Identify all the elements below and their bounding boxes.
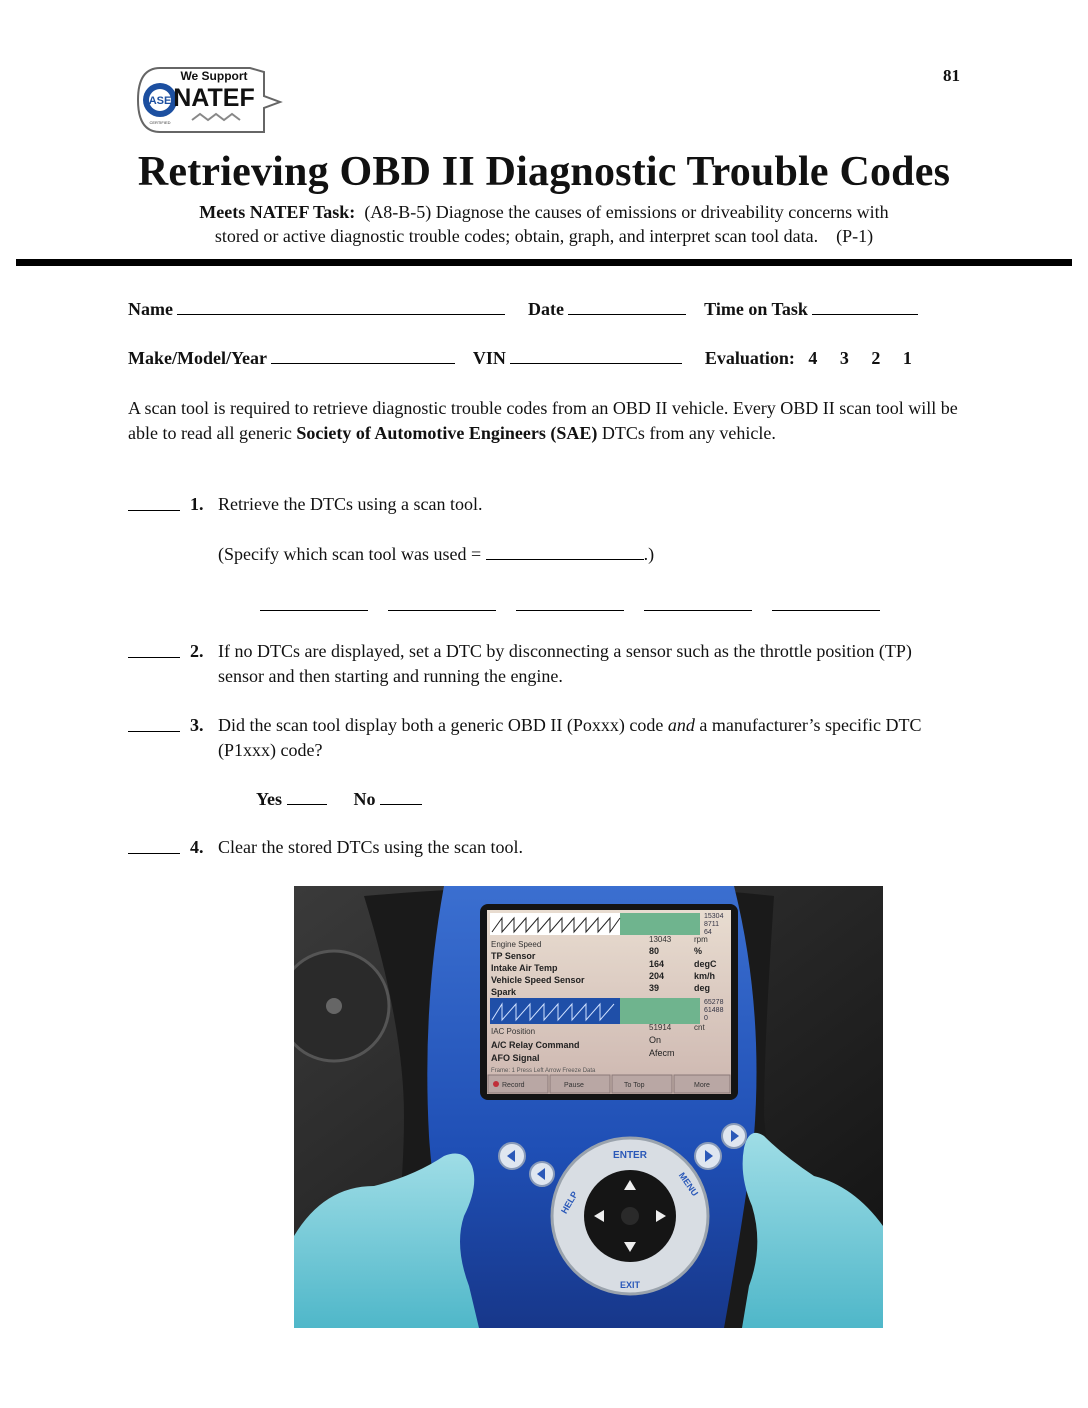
evaluation-score-1[interactable]: 1 [902,348,912,368]
step-3-text-b: a manufacturer’s specific DTC (P1xxx) code? [218,715,922,760]
menu-button-label: MENU [676,1170,701,1199]
softkey-pause: Pause [564,1082,584,1089]
step-4-number: 4. [190,837,204,857]
intro-part2: DTCs from any vehicle. [597,423,776,443]
date-field[interactable] [568,296,686,315]
step-3 [128,713,960,763]
step-2-checkbox[interactable] [128,639,180,658]
step-4-checkbox[interactable] [128,835,180,854]
time-on-task-field[interactable] [812,296,918,315]
screen-row-unit-3: degC [694,959,717,969]
enter-button-label: ENTER [613,1150,647,1161]
screen-mid-value-2: 61488 [704,1007,724,1014]
screen-row-label-5: Spark [491,987,517,997]
step-3-emphasis: and [667,715,695,735]
form-row-name [128,296,918,320]
step-1-text: Retrieve the DTCs using a scan tool. [218,494,483,514]
screen-row-label-2: TP Sensor [491,951,536,961]
screen-row-value-1: 13043 [649,935,672,944]
softkey-more: More [694,1082,710,1089]
evaluation-label: Evaluation: [704,348,795,368]
name-label: Name [128,299,173,319]
yes-no-row [256,786,422,812]
intro-paragraph [128,396,960,446]
step-3-number: 3. [190,715,204,735]
step-2-number: 2. [190,641,204,661]
page-title: Retrieving OBD II Diagnostic Trouble Codes [137,149,951,195]
step-2 [128,639,960,689]
logo-top-text: We Support [180,69,248,83]
step-3-text-a: Did the scan tool display both a generic OBD II (Poxxx) code [218,715,668,735]
logo-brand: NATEF [173,84,255,112]
task-label: Meets NATEF Task: [199,202,356,222]
vin-label: VIN [472,348,506,368]
screen-row2-label-1: IAC Position [491,1027,536,1036]
softkey-to-top: To Top [624,1082,645,1089]
step-4 [128,835,960,860]
screen-row-label-4: Vehicle Speed Sensor [491,975,585,985]
logo-badge: ASE [148,95,172,107]
task-line1: (A8-B-5) Diagnose the causes of emissions or driveability concerns with [364,202,889,222]
screen-row2-value-3: Afecm [649,1048,675,1058]
scan-tool-photo [294,886,883,1328]
intro-bold: Society of Automotive Engineers (SAE) [296,423,598,443]
screen-row2-label-3: AFO Signal [491,1053,540,1063]
step-3-checkbox[interactable] [128,713,180,732]
dtc-field-2[interactable] [388,596,496,611]
yes-label: Yes [256,789,282,809]
screen-row-value-5: 39 [649,983,660,993]
step-1 [128,492,960,517]
screen-top-value-3: 64 [704,929,712,936]
natef-logo [132,62,292,140]
natef-task [100,200,988,248]
no-label: No [353,789,376,809]
scan-tool-used-suffix: .) [643,544,655,564]
screen-top-value-2: 8711 [704,921,720,928]
screen-row-unit-2: % [694,946,703,956]
softkey-record: Record [502,1082,525,1089]
evaluation-score-2[interactable]: 2 [871,348,881,368]
screen-row-unit-4: km/h [694,971,716,981]
screen-row-value-4: 204 [649,971,665,981]
dtc-field-4[interactable] [644,596,752,611]
step-1-number: 1. [190,494,204,514]
evaluation-score-4[interactable]: 4 [808,348,818,368]
intro-part1: A scan tool is required to retrieve diagnostic trouble codes from an OBD II vehicle. Every OBD II scan tool will be able to read all generic [128,398,958,443]
scan-tool-used-field[interactable] [486,541,644,560]
time-on-task-label: Time on Task [704,299,808,319]
make-model-year-field[interactable] [271,345,455,364]
dtc-field-5[interactable] [772,596,880,611]
step-2-text: If no DTCs are displayed, set a DTC by disconnecting a sensor such as the throttle position (TP) sensor and then starting and running the engine. [218,641,912,686]
help-button-label: HELP [559,1189,580,1216]
screen-row-unit-5: deg [694,983,711,993]
date-label: Date [527,299,564,319]
screen-row2-value-2: On [649,1035,662,1045]
screen-row-label-1: Engine Speed [491,940,542,949]
exit-button-label: EXIT [619,1280,641,1290]
page-number: 81 [943,66,960,85]
vin-field[interactable] [510,345,682,364]
screen-status: Frame: 1 Press Left Arrow Freeze Data [491,1068,596,1074]
name-field[interactable] [177,296,505,315]
screen-row-label-3: Intake Air Temp [491,963,558,973]
divider [16,259,1072,266]
screen-mid-value-1: 65278 [704,999,724,1006]
step-3-text [218,713,958,763]
screen-row-value-3: 164 [649,959,665,969]
screen-top-value-1: 15304 [704,913,724,920]
yes-field[interactable] [287,786,327,805]
make-model-year-label: Make/Model/Year [128,348,267,368]
screen-mid-value-3: 0 [704,1015,708,1022]
screen-row2-unit-1: cnt [694,1023,705,1032]
logo-badge-sub: CERTIFIED [149,120,171,125]
scan-tool-used-prefix: (Specify which scan tool was used = [218,544,486,564]
evaluation-score-3[interactable]: 3 [839,348,849,368]
screen-row-unit-1: rpm [694,935,708,944]
dtc-field-1[interactable] [260,596,368,611]
scan-tool-used [218,541,654,567]
task-priority: (P-1) [836,226,874,246]
screen-row2-value-1: 51914 [649,1023,672,1032]
no-field[interactable] [380,786,422,805]
step-4-text: Clear the stored DTCs using the scan tool. [218,837,523,857]
form-row-vehicle [128,345,912,369]
dtc-field-3[interactable] [516,596,624,611]
screen-row-value-2: 80 [649,946,660,956]
step-1-checkbox[interactable] [128,492,180,511]
task-line2: stored or active diagnostic trouble codes; obtain, graph, and interpret scan tool data. [214,226,819,246]
screen-row2-label-2: A/C Relay Command [491,1040,580,1050]
